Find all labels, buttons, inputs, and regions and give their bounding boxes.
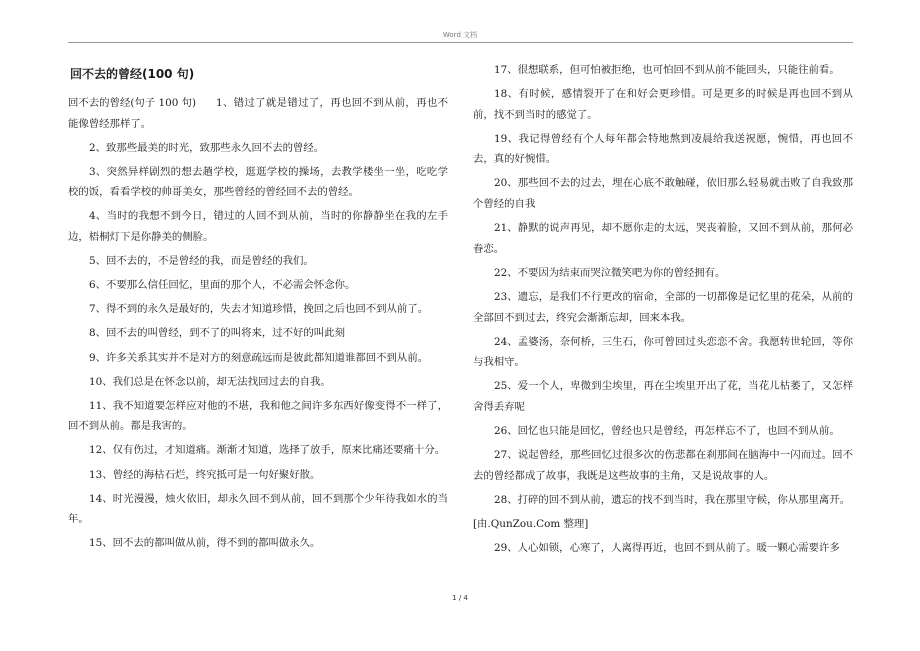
paragraph: 22、不要因为结束而哭泣微笑吧为你的曾经拥有。: [494, 266, 726, 279]
paragraph: 29、人心如锁，心寒了，人离得再近，也回不到从前了。暖一颗心需要许多: [494, 541, 840, 554]
paragraph: 3、突然异样剧烈的想去趟学校，逛逛学校的操场，去教学楼坐一坐，吃吃学校的饭，看看学校的帅哥美女，那些曾经的曾经回不去的曾经。: [68, 165, 448, 199]
paragraph: 8、回不去的叫曾经，到不了的叫将来，过不好的叫此刻: [89, 327, 345, 340]
header-label: Word 文档: [442, 31, 478, 39]
header-divider: [68, 42, 853, 43]
paragraph: 27、说起曾经，那些回忆过很多次的伤悲都在刹那间在脑海中一闪而过。回不去的曾经都成了故事，我既是这些故事的主角，又是说故事的人。: [473, 449, 853, 482]
paragraph: 5、回不去的，不是曾经的我，而是曾经的我们。: [89, 255, 314, 268]
intro-paragraph: [68, 93, 448, 134]
paragraph: 12、仅有伤过，才知道痛。渐渐才知道，选择了放手，原来比痛还要痛十分。: [89, 444, 446, 457]
paragraph: 19、我记得曾经有个人每年都会特地熬到凌晨给我送祝愿，惋惜，再也回不去，真的好惋惜。: [473, 132, 853, 166]
paragraph: 6、不要那么信任回忆，里面的那个人，不必需会怀念你。: [89, 279, 356, 292]
paragraph: 28、打碎的回不到从前，遗忘的找不到当时，我在那里守候，你从那里离开。: [494, 493, 851, 506]
document-title: 回不去的曾经(100 句): [70, 67, 195, 81]
paragraph: 20、那些回不去的过去，埋在心底不敢触碰，依旧那么轻易就击败了自我致那个曾经的自我: [473, 177, 853, 211]
paragraph: 11、我不知道要怎样应对他的不堪，我和他之间许多东西好像变得不一样了，回不到从前。都是我害的。: [68, 399, 448, 433]
paragraph: 25、爱一个人，卑微到尘埃里，再在尘埃里开出了花，当花儿枯萎了，又怎样舍得丢弃呢: [473, 380, 853, 413]
paragraph: 2、致那些最美的时光，致那些永久回不去的曾经。: [89, 141, 325, 154]
paragraph: 23、遗忘，是我们不行更改的宿命，全部的一切都像是记忆里的花朵，从前的全部回不到过去，终究会渐渐忘却，回来本我。: [473, 290, 853, 324]
paragraph: 9、许多关系其实并不是对方的刻意疏远而是彼此都知道谁都回不到从前。: [89, 351, 429, 364]
paragraph: 17、很想联系，但可怕被拒绝，也可怕回不到从前不能回头，只能往前看。: [494, 64, 840, 76]
paragraph: 21、静默的说声再见，却不愿你走的太远，哭丧着脸，又回不到从前，那何必眷恋。: [473, 222, 853, 255]
intro-prefix: 回不去的曾经(句子 100 句): [68, 97, 197, 109]
paragraph: 10、我们总是在怀念以前，却无法找回过去的自我。: [89, 375, 331, 388]
paragraph: 18、有时候，感情裂开了在和好会更珍惜。可是更多的时候是再也回不到从前，找不到当时的感觉了。: [473, 88, 853, 121]
paragraph: 26、回忆也只能是回忆，曾经也只是曾经，再怎样忘不了，也回不到从前。: [494, 425, 840, 437]
paragraph: 14、时光漫漫，烛火依旧，却永久回不到从前，回不到那个少年待我如水的当年。: [68, 492, 448, 526]
paragraph: 15、回不去的都叫做从前，得不到的都叫做永久。: [89, 537, 321, 550]
paragraph: 4、当时的我想不到今日，错过的人回不到从前，当时的你静静坐在我的左手边，梧桐灯下是你静美的侧脸。: [68, 210, 448, 244]
paragraph: 13、曾经的海枯石烂，终究抵可是一句好聚好散。: [89, 468, 321, 481]
paragraph: 7、得不到的永久是最好的，失去才知道珍惜，挽回之后也回不到从前了。: [89, 303, 429, 316]
page-number: 1 / 4: [452, 594, 468, 602]
intro-text: 1、错过了就是错过了，再也回不到从前，再也不能像曾经那样了。: [68, 97, 448, 130]
source-note: [由.QunZou.Com 整理]: [473, 517, 589, 530]
left-column: [68, 60, 448, 557]
paragraph: 24、孟婆汤，奈何桥，三生石，你可曾回过头恋恋不舍。我愿转世轮回，等你与我相守。: [473, 335, 853, 369]
right-column: [473, 60, 853, 562]
